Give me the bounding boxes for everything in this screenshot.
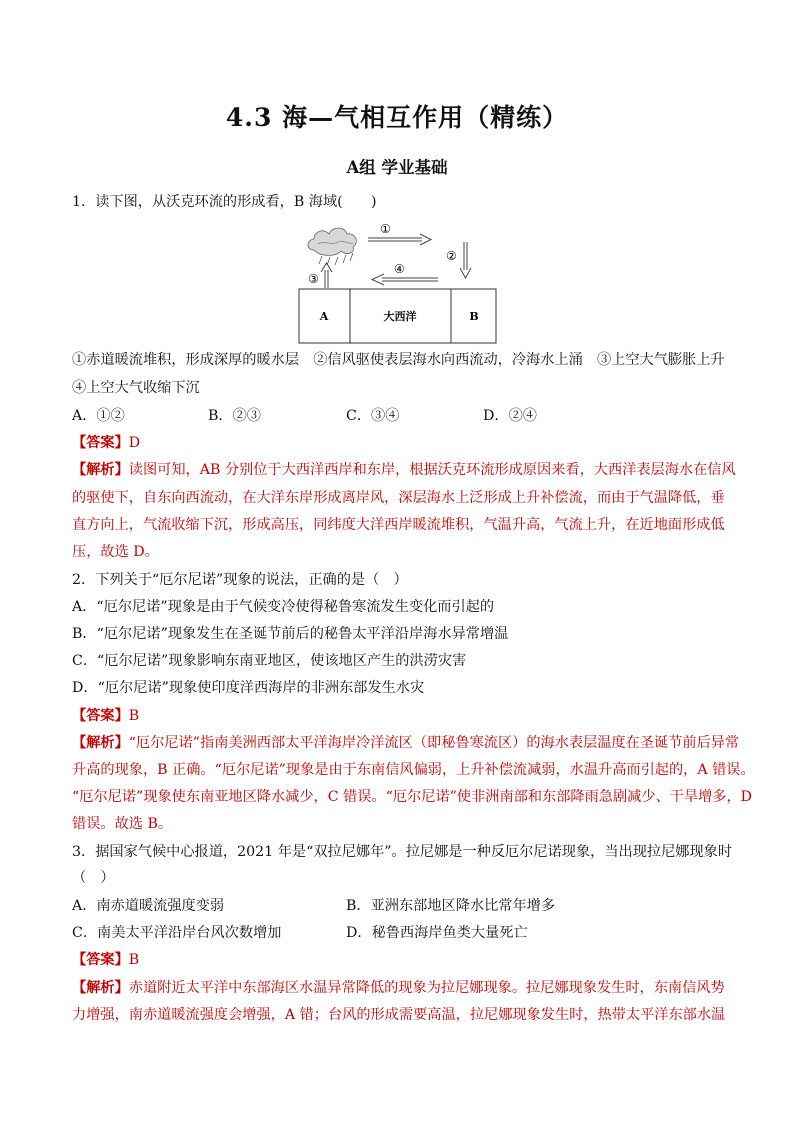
diagram-label-1: ① [380, 222, 391, 236]
q1-options-line1: ①赤道暖流堆积，形成深厚的暖水层 ②信风驱使表层海水向西流动，冷海水上涌 ③上空大气膨胀上升 [72, 352, 725, 368]
q2-analysis-line1: 【解析】“厄尔尼诺”指南美洲西部太平洋海岸冷洋流区（即秘鲁寒流区）的海水表层温度在圣诞节前后异常 [72, 735, 740, 751]
answer-value: B [128, 952, 140, 968]
analysis-tag: 【解析】 [72, 980, 129, 996]
q2-option-d: D．“厄尔尼诺”现象使印度洋西海岸的非洲东部发生水灾 [72, 680, 425, 696]
q1-analysis-line3: 直方向上，气流收缩下沉，形成高压，同纬度大洋西岸暖流堆积，气温升高，气流上升，在近地面形成低 [72, 517, 725, 533]
analysis-tag: 【解析】 [72, 462, 129, 478]
walker-circulation-diagram [298, 220, 498, 345]
q3-choice-a: A．南赤道暖流强度变弱 [72, 898, 225, 914]
section-heading: A组 学业基础 [346, 158, 448, 177]
q1-analysis-line4: 压，故选 D。 [72, 544, 159, 560]
q3-choice-d: D．秘鲁西海岸鱼类大量死亡 [346, 925, 528, 941]
box-b-label: B [469, 310, 479, 323]
q1-choice-c: C．③④ [346, 408, 400, 424]
answer-tag: 【答案】 [72, 952, 129, 968]
q3-choice-b: B．亚洲东部地区降水比常年增多 [346, 898, 556, 914]
q2-option-c: C．“厄尔尼诺”现象影响东南亚地区，使该地区产生的洪涝灾害 [72, 653, 467, 669]
q1-analysis-line1: 【解析】读图可知，AB 分别位于大西洋西岸和东岸，根据沃克环流形成原因来看，大西洋表层海水在信风 [72, 462, 736, 478]
arrow-3-up [321, 263, 332, 288]
box-atlantic-label: 大西洋 [383, 310, 417, 323]
box-a-label: A [319, 310, 329, 323]
q3-analysis-line1: 【解析】赤道附近太平洋中东部海区水温异常降低的现象为拉尼娜现象。拉尼娜现象发生时，东南信风势 [72, 980, 725, 996]
q2-answer [72, 706, 139, 726]
answer-tag: 【答案】 [72, 435, 129, 451]
q1-analysis-line2: 的驱使下，自东向西流动，在大洋东岸形成离岸风，深层海水上泛形成上升补偿流，而由于气温降低，垂 [72, 490, 725, 506]
diagram-label-2: ② [446, 249, 457, 263]
q3-choice-c: C．南美太平洋沿岸台风次数增加 [72, 925, 282, 941]
q1-choice-d: D．②④ [483, 408, 537, 424]
diagram-label-3: ③ [308, 272, 319, 286]
diagram-label-4: ④ [394, 262, 405, 276]
arrow-1-east [368, 234, 431, 245]
cloud-rain-icon [308, 228, 356, 265]
q2-option-b: B．“厄尔尼诺”现象发生在圣诞节前后的秘鲁太平洋沿岸海水异常增温 [72, 626, 509, 642]
q1-choice-b: B．②③ [208, 408, 261, 424]
answer-value: B [128, 708, 140, 724]
q1-choice-a: A．①② [72, 408, 125, 424]
q2-analysis-line3: “厄尔尼诺”现象使东南亚地区降水减少，C 错误。“厄尔尼诺”使非洲南部和东部降雨急剧减少、干旱增多，D [72, 789, 753, 805]
q3-stem: 3．据国家气候中心报道，2021 年是“双拉尼娜年”。拉尼娜是一种反厄尔尼诺现象，当出现拉尼娜现象时 [72, 844, 733, 860]
q2-analysis-line4: 错误。故选 B。 [72, 816, 173, 832]
q2-stem: 2．下列关于“厄尔尼诺”现象的说法，正确的是（ ） [72, 572, 408, 588]
q3-stem-blank: （ ） [72, 870, 115, 886]
analysis-tag: 【解析】 [72, 735, 129, 751]
q2-analysis-line2: 升高的现象，B 正确。“厄尔尼诺”现象是由于东南信风偏弱，上升补偿流减弱，水温升高而引起的，A 错误。 [72, 762, 755, 778]
answer-value: D [128, 435, 141, 451]
q1-options-line2: ④上空大气收缩下沉 [72, 380, 200, 396]
q1-stem: 1．读下图，从沃克环流的形成看，B 海域( ) [72, 194, 377, 210]
arrow-2-down [460, 242, 471, 278]
q3-analysis-line2: 力增强，南赤道暖流强度会增强，A 错；台风的形成需要高温，拉尼娜现象发生时，热带太平洋东部水温 [72, 1007, 726, 1023]
arrow-4-west [372, 274, 438, 285]
q1-answer [72, 433, 140, 453]
page-title: 4.3 海—气相互作用（精练） [225, 103, 569, 132]
q3-answer [72, 950, 139, 970]
answer-tag: 【答案】 [72, 708, 129, 724]
q2-option-a: A．“厄尔尼诺”现象是由于气候变冷使得秘鲁寒流发生变化而引起的 [72, 599, 495, 615]
